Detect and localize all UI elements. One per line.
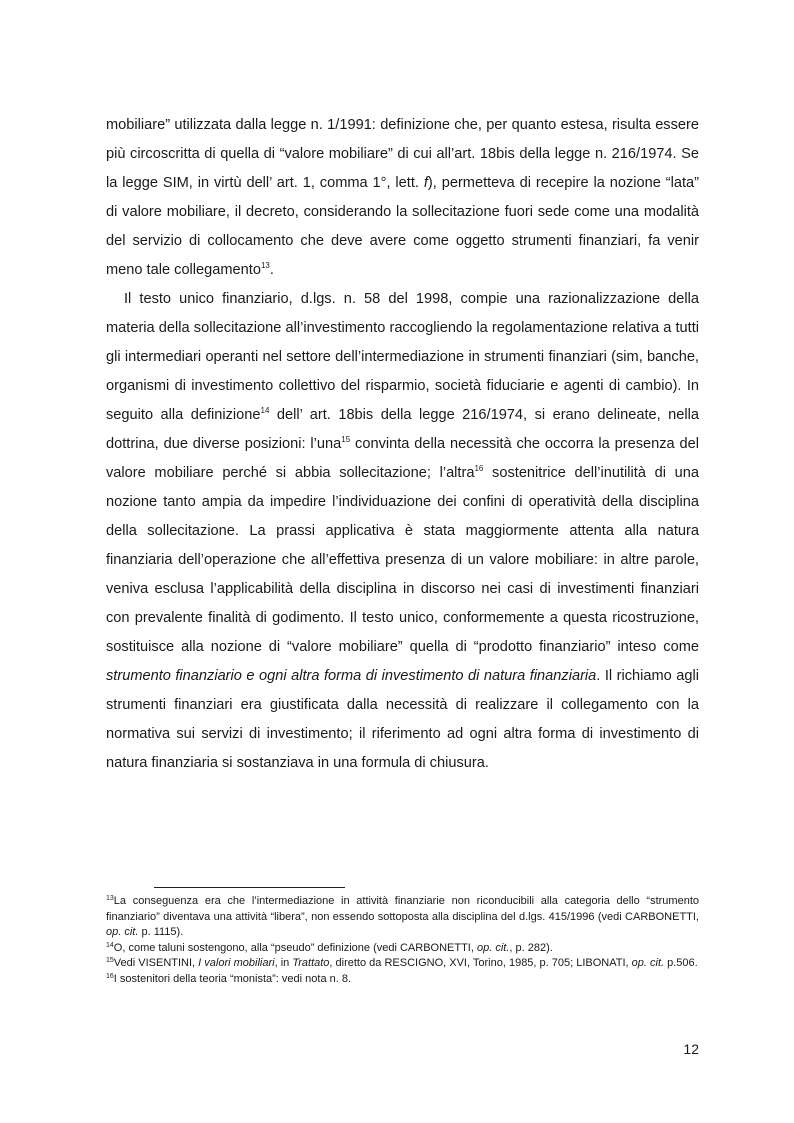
footnote-number: 13	[106, 895, 114, 902]
paragraph-text: sostenitrice dell’inutilità di una nozione tanto ampia da impedire l’individuazione dei confini di operatività della disciplina della sollecitazione. La prassi applicativa è stata maggiormente attenta alla natura finanziaria dell’operazione che all’effettiva presenza di un valore mobiliare: in altre parole, veniva esclusa l’applicabilità della disciplina in discorso nei casi di investimenti finanziari con prevalente finalità di godimento. Il testo unico, conformemente a questa ricostruzione, sostituisce alla nozione di “valore mobiliare” quella di “prodotto finanziario” inteso come	[106, 465, 700, 655]
footnote-text: Vedi VISENTINI,	[113, 957, 199, 969]
page-number: 12	[683, 1041, 699, 1057]
body-text	[106, 111, 699, 778]
footnote-ref-13[interactable]: 13	[260, 261, 270, 270]
paragraph-text: mobiliare” utilizzata dalla legge n. 1/1991: definizione che, per quanto estesa, risulta essere più circoscritta di quella di “valore mobiliare” di cui all’art. 18bis della legge n. 216/1974. Se la legge SIM, in virtù dell’ art. 1, comma 1°, lett.	[106, 117, 699, 191]
footnote-emphasis: Trattato	[292, 957, 330, 969]
emphasis-text: f	[423, 175, 428, 191]
footnote-ref-14[interactable]: 14	[260, 406, 270, 415]
paragraph-text: dell’ art. 18bis della legge 216/1974, si erano delineate, nella dottrina, due diverse posizioni: l’una	[106, 407, 699, 452]
paragraph-text: .	[269, 262, 274, 278]
footnote-emphasis: op. cit.	[476, 941, 510, 954]
paragraph-text: . Il richiamo agli strumenti finanziari era giustificata dalla necessità di realizzare il collegamento con la normativa sui servizi di investimento; il riferimento ad ogni altra forma di investimento di natura finanziaria si sostanziava in una formula di chiusura.	[106, 668, 699, 771]
footnote-emphasis: I valori mobiliari	[198, 957, 275, 969]
footnote-14	[106, 941, 699, 957]
footnote-text: , diretto da RESCIGNO, XVI, Torino, 1985, p. 705; LIBONATI,	[329, 957, 632, 969]
footnotes	[106, 894, 699, 987]
paragraph-text: ), permetteva di recepire la nozione “lata” di valore mobiliare, il decreto, considerando la sollecitazione fuori sede come una modalità del servizio di collocamento che deve avere come oggetto strumenti finanziari, fa venir meno tale collegamento	[106, 175, 699, 278]
footnote-ref-16[interactable]: 16	[474, 464, 484, 473]
footnote-15	[106, 956, 699, 972]
footnote-text: La conseguenza era che l’intermediazione in attività finanziarie non riconducibili alla categoria dello “strumento finanziario” diventava una attività “libera”, non essendo sottoposta alla disciplina del d.lgs. 415/1996 (vedi CARBONETTI,	[106, 895, 699, 923]
footnote-text: , p. 282).	[509, 941, 553, 954]
footnote-text: p. 1115).	[138, 926, 184, 938]
paragraph-1	[106, 111, 699, 285]
footnote-text: I sostenitori della teoria “monista”: vedi nota n. 8.	[113, 972, 352, 985]
footnote-16	[106, 972, 699, 988]
footnote-text: p.506.	[664, 957, 698, 969]
footnote-emphasis: op. cit.	[106, 926, 139, 938]
footnote-text: , in	[274, 957, 293, 969]
paragraph-text: convinta della necessità che occorra la presenza del valore mobiliare perché si abbia sollecitazione; l’altra	[106, 436, 699, 481]
emphasis-text: strumento finanziario e ogni altra forma di investimento di natura finanziaria	[106, 668, 597, 684]
footnote-ref-15[interactable]: 15	[341, 435, 351, 444]
footnote-emphasis: op. cit.	[631, 957, 665, 969]
footnote-number: 15	[106, 957, 114, 964]
footnote-number: 16	[106, 972, 114, 980]
paragraph-2	[106, 285, 699, 778]
footnote-separator	[154, 887, 345, 888]
footnote-13	[106, 894, 699, 941]
paragraph-text: Il testo unico finanziario, d.lgs. n. 58 del 1998, compie una razionalizzazione della materia della sollecitazione all’investimento raccogliendo la regolamentazione relativa a tutti gli intermediari operanti nel settore dell’intermediazione in strumenti finanziari (sim, banche, organismi di investimento collettivo del risparmio, società fiduciarie e agenti di cambio). In seguito alla definizione	[106, 291, 699, 423]
footnote-text: O, come taluni sostengono, alla “pseudo” definizione (vedi CARBONETTI,	[113, 941, 477, 954]
footnote-number: 14	[106, 941, 114, 949]
